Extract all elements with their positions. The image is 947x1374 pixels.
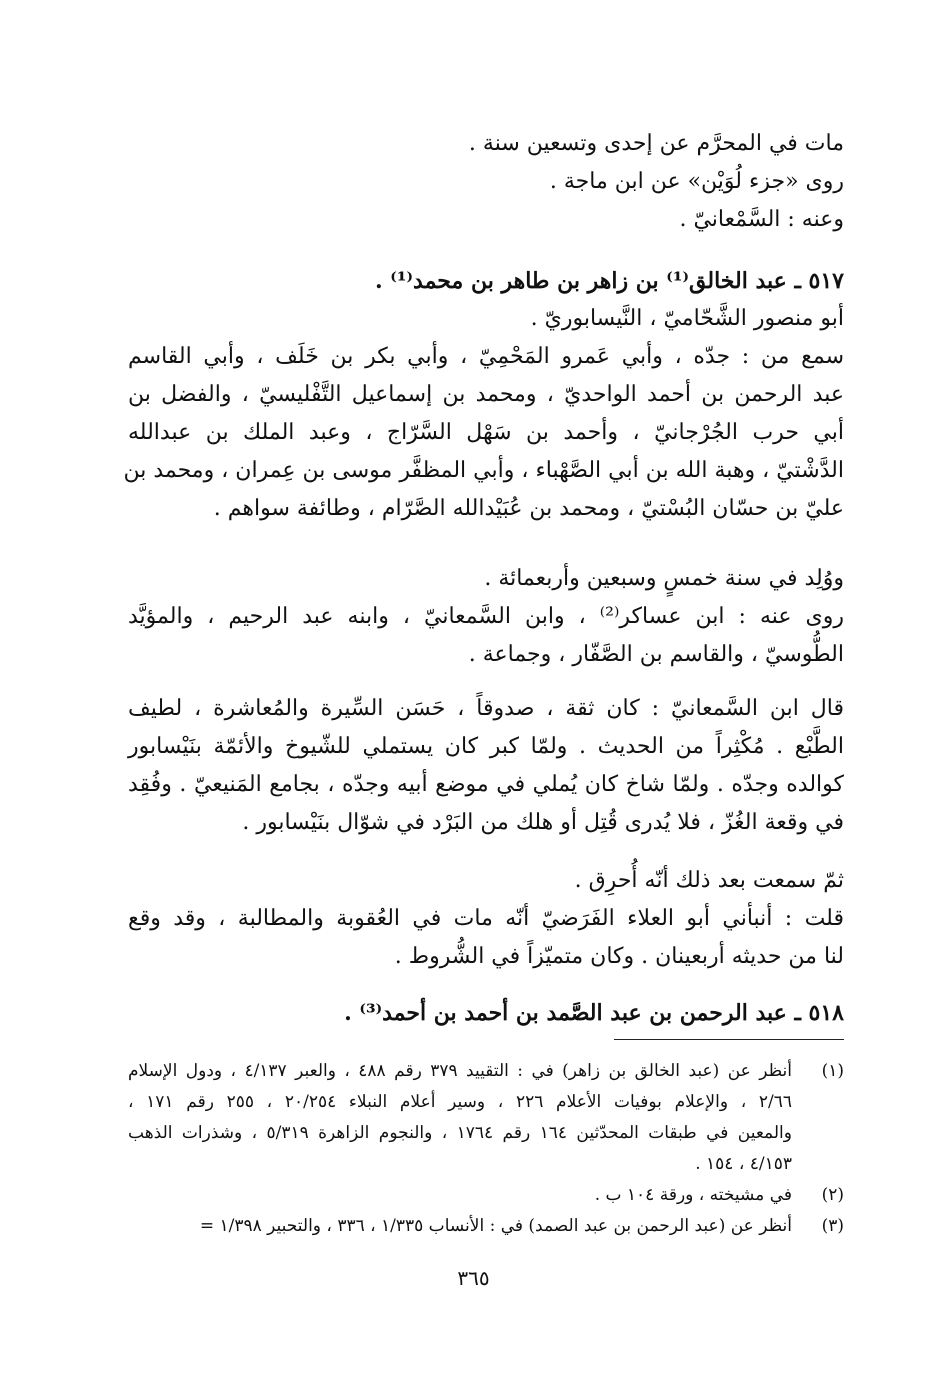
text-line: أبي حرب الجُرْجانيّ ، وأحمد بن سَهْل السَّرّاج ، وعبد الملك بن عبدالله xyxy=(128,420,844,445)
footnote-line: أنظر عن (عبد الرحمن بن عبد الصمد) في : الأنساب ١/٣٣٥ ، ٣٣٦ ، والتحبير ١/٣٩٨ = xyxy=(199,1216,792,1236)
text-line: عليّ بن حسّان البُسْتيّ ، ومحمد بن عُبَيْدالله الصَّرّام ، وطائفة سواهم . xyxy=(213,496,844,521)
text-line: وعنه : السَّمْعانيّ . xyxy=(679,207,844,232)
entry-518 xyxy=(128,994,844,1032)
text-line: قال ابن السَّمعانيّ : كان ثقة ، صدوقاً ، حَسَن السِّيرة والمُعاشرة ، لطيف xyxy=(128,696,844,721)
text-line: روى «جزء لُوَيْن» عن ابن ماجة . xyxy=(549,169,844,194)
text-line: عبد الرحمن بن أحمد الواحديّ ، ومحمد بن إسماعيل التَّفْليسيّ ، والفضل بن xyxy=(128,382,844,407)
footnote-number: (١) xyxy=(821,1061,844,1081)
text-line: الطَّبْع . مُكْثِراً من الحديث . ولمّا كبر كان يستملي للشّيوخ والأئمّة بنَيْسابور xyxy=(128,734,844,759)
intro-block xyxy=(128,125,844,239)
text-line: ووُلِد في سنة خمسٍ وسبعين وأربعمائة . xyxy=(484,566,844,591)
entry-517 xyxy=(123,262,844,528)
text-line: سمع من : جدّه ، وأبي عَمرو المَحْمِيّ ، وأبي بكر بن خَلَف ، وأبي القاسم xyxy=(128,344,844,369)
footnote-number: (٢) xyxy=(821,1185,844,1205)
text-line: أبو منصور الشَّحّاميّ ، النَّيسابوريّ . xyxy=(530,306,844,331)
text-line: ثمّ سمعت بعد ذلك أنّه أُحرِق . xyxy=(574,868,844,893)
note-paragraph xyxy=(128,862,844,976)
footnote-line: في مشيخته ، ورقة ١٠٤ ب . xyxy=(594,1185,792,1205)
footnote-line: ٢/٦٦ ، والإعلام بوفيات الأعلام ٢٢٦ ، وسير أعلام النبلاء ٢٠/٢٥٤ ، ٢٥٥ رقم ١٧١ ، xyxy=(128,1092,793,1112)
text-line: لنا من حديثه أربعينان . وكان متميّزاً في الشُّروط . xyxy=(394,944,844,969)
page-number: ٣٦٥ xyxy=(457,1266,490,1290)
text-line: في وقعة الغُزّ ، فلا يُدرى قُتِل أو هلك من البَرْد في شوّال بنَيْسابور . xyxy=(242,810,844,835)
footnote-divider xyxy=(614,1039,844,1040)
entry-heading: ٥١٧ ـ عبد الخالق⁽¹⁾ بن زاهر بن طاهر بن محمد⁽¹⁾ . xyxy=(374,268,844,294)
footnote-number: (٣) xyxy=(821,1216,844,1236)
footnote-line: ٤/١٥٣ ، ١٥٤ . xyxy=(695,1154,792,1174)
text-line: الدَّشْتيّ ، وهبة الله بن أبي الصَّهْباء ، وأبي المظفَّر موسى بن عِمران ، ومحمد بن xyxy=(123,458,844,483)
footnotes xyxy=(128,1056,844,1242)
text-line: قلت : أنبأني أبو العلاء الفَرَضيّ أنّه مات في العُقوبة والمطالبة ، وقد وقع xyxy=(128,906,844,931)
birth-paragraph xyxy=(128,560,844,674)
entry-heading: ٥١٨ ـ عبد الرحمن بن عبد الصَّمد بن أحمد بن أحمد⁽³⁾ . xyxy=(344,1000,844,1026)
text-line: الطُّوسيّ ، والقاسم بن الصَّفّار ، وجماعة . xyxy=(468,642,844,667)
text-line: كوالده وجدّه . ولمّا شاخ كان يُملي في موضع أبيه وجدّه ، بجامع المَنيعيّ . وفُقِد xyxy=(128,772,844,797)
footnote-1 xyxy=(128,1056,844,1180)
footnote-line: والمعين في طبقات المحدّثين ١٦٤ رقم ١٧٦٤ ، والنجوم الزاهرة ٥/٣١٩ ، وشذرات الذهب xyxy=(128,1123,792,1143)
footnote-line: أنظر عن (عبد الخالق بن زاهر) في : التقييد ٣٧٩ رقم ٤٨٨ ، والعبر ٤/١٣٧ ، ودول الإسلام xyxy=(128,1061,792,1081)
footnote-2 xyxy=(128,1180,844,1211)
footnote-3 xyxy=(128,1211,844,1242)
quote-paragraph xyxy=(128,690,844,842)
text-line: روى عنه : ابن عساكر⁽²⁾ ، وابن السَّمعانيّ ، وابنه عبد الرحيم ، والمؤيَّد xyxy=(128,604,844,629)
text-line: مات في المحرَّم عن إحدى وتسعين سنة . xyxy=(468,131,844,156)
